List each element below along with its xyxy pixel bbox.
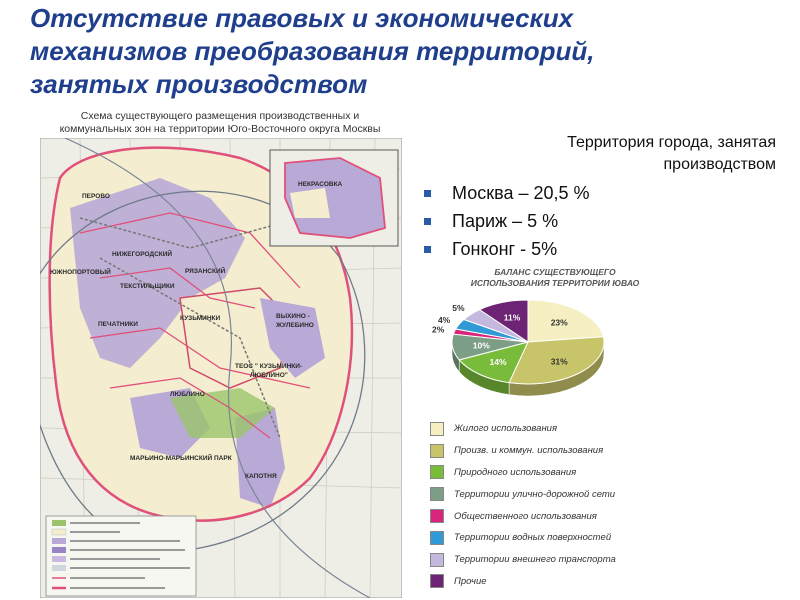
- slide-title: [30, 2, 730, 101]
- district-map-svg: [40, 138, 402, 598]
- legend-item: [430, 483, 616, 505]
- pie-legend: [430, 418, 616, 592]
- district-map: [40, 138, 402, 598]
- map-legend: [46, 516, 196, 596]
- map-label-teos-1: ТЕОС " КУЗЬМИНКИ-: [235, 363, 303, 370]
- pie-chart-svg: [428, 292, 628, 414]
- pie-value-label: 4%: [437, 315, 451, 326]
- pie-value-label: 5%: [452, 303, 465, 314]
- share-paris: Париж – 5 %: [452, 211, 559, 231]
- legend-label: Территории внешнего транспорта: [454, 554, 616, 566]
- title-line-2: механизмов преобразования территорий,: [30, 36, 595, 66]
- map-label-vykhino-2: ЖУЛЕБИНО: [276, 322, 314, 329]
- legend-label: Произв. и коммун. использования: [454, 445, 604, 457]
- legend-swatch: [430, 465, 444, 479]
- pie-value-label: 10%: [472, 340, 490, 351]
- map-label-ryazansky: РЯЗАНСКИЙ: [185, 268, 226, 275]
- chart-title-line-1: БАЛАНС СУЩЕСТВУЮЩЕГО: [494, 267, 616, 277]
- legend-item: [430, 440, 616, 462]
- chart-title-line-2: ИСПОЛЬЗОВАНИЯ ТЕРРИТОРИИ ЮВАО: [470, 278, 640, 288]
- map-caption-line-2: коммунальных зон на территории Юго-Восточного округа Москвы: [59, 123, 381, 135]
- legend-item: [430, 527, 616, 549]
- share-moscow: Москва – 20,5 %: [452, 183, 590, 203]
- territory-share-heading-line-2: производством: [663, 156, 776, 173]
- map-caption: [40, 110, 400, 136]
- map-label-lyublino: ЛЮБЛИНО: [170, 391, 205, 398]
- map-label-pechatniki: ПЕЧАТНИКИ: [98, 321, 138, 328]
- pie-value-label: 2%: [432, 324, 445, 335]
- chart-title: [470, 267, 640, 289]
- bullet-icon: [424, 218, 431, 225]
- territory-share-heading: [440, 132, 776, 176]
- map-label-yuzhnoportovy: ЮЖНОПОРТОВЫЙ: [50, 269, 111, 276]
- legend-swatch: [430, 553, 444, 567]
- legend-swatch: [430, 574, 444, 588]
- title-line-1: Отсутствие правовых и экономических: [30, 3, 574, 33]
- pie-value-label: 23%: [550, 317, 568, 328]
- legend-item: [430, 549, 616, 571]
- legend-swatch: [430, 487, 444, 501]
- map-label-tekstilshchiki: ТЕКСТИЛЬЩИКИ: [120, 283, 175, 290]
- legend-label: Жилого использования: [454, 423, 558, 435]
- legend-swatch: [430, 422, 444, 436]
- legend-item: [430, 462, 616, 484]
- map-label-kapotnya: КАПОТНЯ: [245, 473, 277, 480]
- bullet-icon: [424, 246, 431, 253]
- map-label-vykhino-1: ВЫХИНО -: [276, 313, 310, 320]
- map-label-nizhegorodsky: НИЖЕГОРОДСКИЙ: [112, 251, 173, 258]
- map-label-kuzminki: КУЗЬМИНКИ: [180, 315, 221, 322]
- nekrasovka-residential: [290, 188, 330, 218]
- pie-value-label: 31%: [550, 356, 568, 367]
- legend-item: [430, 571, 616, 593]
- list-item: [422, 180, 590, 208]
- legend-item: [430, 418, 616, 440]
- legend-swatch: [430, 509, 444, 523]
- legend-swatch: [430, 444, 444, 458]
- map-label-maryino: МАРЬИНО-МАРЬИНСКИЙ ПАРК: [130, 455, 232, 462]
- map-label-teos-2: ЛЮБЛИНО": [250, 372, 288, 379]
- bullet-icon: [424, 190, 431, 197]
- map-caption-line-1: Схема существующего размещения производственных и: [80, 110, 360, 122]
- land-use-pie-chart: [428, 292, 628, 414]
- legend-label: Территории улично-дорожной сети: [454, 488, 616, 500]
- share-hongkong: Гонконг - 5%: [452, 239, 558, 259]
- map-label-perovo: ПЕРОВО: [82, 193, 110, 200]
- map-label-nekrasovka: НЕКРАСОВКА: [298, 181, 343, 188]
- legend-item: [430, 505, 616, 527]
- legend-label: Общественного использования: [454, 510, 597, 522]
- legend-label: Территории водных поверхностей: [454, 532, 612, 544]
- title-line-3: занятых производством: [30, 69, 368, 99]
- pie-value-label: 11%: [503, 312, 521, 323]
- legend-label: Природного использования: [454, 466, 577, 478]
- list-item: [422, 208, 590, 236]
- territory-share-heading-line-1: Территория города, занятая: [567, 134, 776, 151]
- territory-share-list: [422, 180, 590, 264]
- pie-value-label: 14%: [489, 357, 507, 368]
- legend-label: Прочие: [454, 575, 487, 587]
- legend-swatch: [430, 531, 444, 545]
- list-item: [422, 236, 590, 264]
